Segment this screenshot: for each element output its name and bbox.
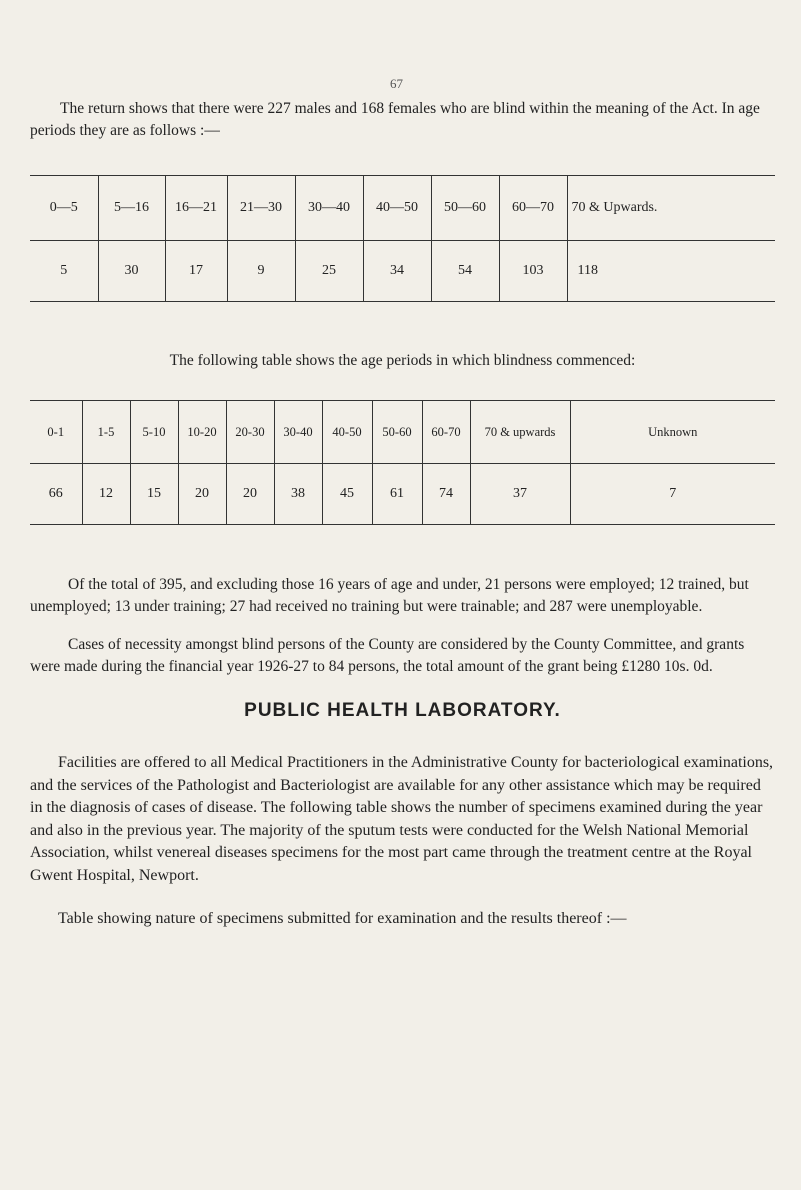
- onset-age-table-header-row: [30, 401, 775, 464]
- value-cell: 118: [567, 241, 775, 302]
- header-cell: 5-10: [130, 401, 178, 464]
- onset-table-caption: The following table shows the age periods in which blindness commenced:: [169, 352, 636, 369]
- value-cell: 7: [570, 464, 775, 525]
- header-cell: 30—40: [295, 176, 363, 241]
- value-cell: 9: [227, 241, 295, 302]
- onset-age-table-value-row: [30, 464, 775, 525]
- header-cell: 50-60: [372, 401, 422, 464]
- header-cell: 60-70: [422, 401, 470, 464]
- header-cell: 50—60: [431, 176, 499, 241]
- header-cell: 40-50: [322, 401, 372, 464]
- value-cell: 5: [60, 263, 68, 278]
- onset-age-table: [30, 400, 775, 525]
- value-cell: 66: [48, 486, 63, 501]
- header-cell: 60—70: [499, 176, 567, 241]
- header-cell: 1-5: [82, 401, 130, 464]
- header-cell: 30-40: [274, 401, 322, 464]
- laboratory-paragraph: Facilities are offered to all Medical Practitioners in the Administrative County for bacteriological examinations, and the services of the Pathologist and Bacteriologist are available for any other assistance which may be required in the diagnosis of cases of disease. The following table shows the number of specimens examined during the year and also in the previous year. The majority of the sputum tests were conducted for the Welsh National Memorial Association, whilst venereal diseases specimens for the most part came through the treatment centre at the Royal Gwent Hospital, Newport.: [30, 754, 774, 884]
- value-cell: 37: [470, 464, 570, 525]
- header-cell: 0-1: [30, 401, 82, 464]
- header-cell: 70 & Upwards.: [567, 176, 775, 241]
- age-table-blind-header-row: [30, 176, 775, 241]
- header-cell: 16—21: [165, 176, 227, 241]
- age-table-blind-value-row: [30, 241, 775, 302]
- age-table-blind: [30, 175, 775, 302]
- necessity-paragraph: Cases of necessity amongst blind persons of the County are considered by the County Committee, and grants were made during the financial year 1926-27 to 84 persons, the total amount of the grant being £1280 10s. 0d.: [30, 636, 745, 675]
- employment-paragraph: Of the total of 395, and excluding those 16 years of age and under, 21 persons were employed; 12 trained, but unemployed; 13 under training; 27 had received no training but were trainable; and 287 were unemployable.: [30, 576, 749, 615]
- header-cell: 10-20: [178, 401, 226, 464]
- value-cell: 45: [322, 464, 372, 525]
- value-cell: 17: [165, 241, 227, 302]
- value-cell: 74: [422, 464, 470, 525]
- section-heading: PUBLIC HEALTH LABORATORY.: [244, 700, 561, 721]
- value-cell: 20: [178, 464, 226, 525]
- value-cell: 25: [295, 241, 363, 302]
- value-cell: 30: [98, 241, 165, 302]
- intro-paragraph: The return shows that there were 227 males and 168 females who are blind within the meaning of the Act. In age periods they are as follows :—: [30, 100, 760, 139]
- header-cell: 0—5: [30, 176, 98, 241]
- value-cell: 61: [372, 464, 422, 525]
- value-cell: 34: [363, 241, 431, 302]
- header-cell: Unknown: [570, 401, 775, 464]
- value-cell: 12: [82, 464, 130, 525]
- header-cell: 5—16: [98, 176, 165, 241]
- header-cell: 70 & upwards: [470, 401, 570, 464]
- header-cell: 40—50: [363, 176, 431, 241]
- value-cell: 54: [431, 241, 499, 302]
- value-cell: 103: [499, 241, 567, 302]
- specimens-table-intro: Table showing nature of specimens submitted for examination and the results thereof :—: [58, 910, 627, 927]
- value-cell: 38: [274, 464, 322, 525]
- value-cell: 20: [226, 464, 274, 525]
- header-cell: 20-30: [226, 401, 274, 464]
- header-cell: 21—30: [227, 176, 295, 241]
- value-cell: 15: [130, 464, 178, 525]
- page-number: 67: [390, 76, 403, 91]
